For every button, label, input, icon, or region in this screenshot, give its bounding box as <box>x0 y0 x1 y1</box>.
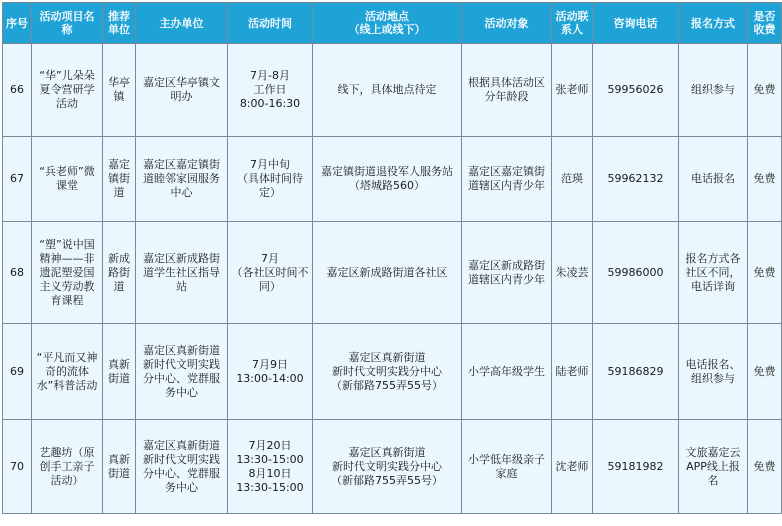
cell-name: “平凡而又神奇的流体水”科普活动 <box>32 324 103 420</box>
cell-location: 线下，具体地点待定 <box>313 44 462 137</box>
cell-host: 嘉定区真新街道新时代文明实践分中心、党群服务中心 <box>136 420 228 514</box>
cell-signup: 电话报名 <box>679 137 748 222</box>
header-host: 主办单位 <box>136 3 228 44</box>
cell-no: 69 <box>3 324 32 420</box>
header-fee: 是否收费 <box>748 3 782 44</box>
header-audience: 活动对象 <box>462 3 552 44</box>
table-row <box>3 222 782 324</box>
cell-fee: 免费 <box>748 222 782 324</box>
cell-signup: 文旅嘉定云APP线上报名 <box>679 420 748 514</box>
cell-phone: 59986000 <box>593 222 679 324</box>
cell-host: 嘉定区嘉定镇街道睦邻家园服务中心 <box>136 137 228 222</box>
cell-time: 7月中旬 （具体时间待定） <box>228 137 313 222</box>
cell-location: 嘉定区新成路街道各社区 <box>313 222 462 324</box>
cell-recommend: 华亭镇 <box>103 44 136 137</box>
cell-audience: 小学低年级亲子家庭 <box>462 420 552 514</box>
cell-recommend: 真新街道 <box>103 324 136 420</box>
table-row <box>3 137 782 222</box>
cell-time: 7月20日 13:30-15:00 8月10日 13:30-15:00 <box>228 420 313 514</box>
cell-fee: 免费 <box>748 137 782 222</box>
cell-contact: 朱凌芸 <box>552 222 593 324</box>
cell-host: 嘉定区真新街道新时代文明实践分中心、党群服务中心 <box>136 324 228 420</box>
header-location: 活动地点 （线上或线下） <box>313 3 462 44</box>
cell-audience: 嘉定区嘉定镇街道辖区内青少年 <box>462 137 552 222</box>
cell-time: 7月9日 13:00-14:00 <box>228 324 313 420</box>
cell-time: 7月-8月 工作日 8:00-16:30 <box>228 44 313 137</box>
cell-phone: 59181982 <box>593 420 679 514</box>
cell-location: 嘉定镇街道退役军人服务站（塔城路560） <box>313 137 462 222</box>
cell-contact: 沈老师 <box>552 420 593 514</box>
header-phone: 咨询电话 <box>593 3 679 44</box>
cell-contact: 张老师 <box>552 44 593 137</box>
cell-phone: 59962132 <box>593 137 679 222</box>
cell-signup: 电话报名、组织参与 <box>679 324 748 420</box>
cell-audience: 小学高年级学生 <box>462 324 552 420</box>
table-row <box>3 44 782 137</box>
cell-name: “塑”说中国精神——非遗泥塑爱国主义劳动教育课程 <box>32 222 103 324</box>
cell-location: 嘉定区真新街道 新时代文明实践分中心 （新郁路755弄55号） <box>313 324 462 420</box>
cell-contact: 陆老师 <box>552 324 593 420</box>
cell-recommend: 嘉定镇街道 <box>103 137 136 222</box>
table-header-row <box>3 3 782 44</box>
cell-audience: 嘉定区新成路街道辖区内青少年 <box>462 222 552 324</box>
cell-no: 67 <box>3 137 32 222</box>
cell-signup: 报名方式各社区不同，电话详询 <box>679 222 748 324</box>
header-signup: 报名方式 <box>679 3 748 44</box>
cell-contact: 范瑛 <box>552 137 593 222</box>
cell-recommend: 真新街道 <box>103 420 136 514</box>
cell-no: 66 <box>3 44 32 137</box>
table-row <box>3 324 782 420</box>
cell-phone: 59186829 <box>593 324 679 420</box>
cell-name: 艺趣坊（原创手工亲子活动） <box>32 420 103 514</box>
header-name: 活动项目名称 <box>32 3 103 44</box>
cell-time: 7月 （各社区时间不同） <box>228 222 313 324</box>
cell-fee: 免费 <box>748 324 782 420</box>
header-contact: 活动联系人 <box>552 3 593 44</box>
cell-location: 嘉定区真新街道 新时代文明实践分中心 （新郁路755弄55号） <box>313 420 462 514</box>
cell-fee: 免费 <box>748 44 782 137</box>
header-time: 活动时间 <box>228 3 313 44</box>
cell-phone: 59956026 <box>593 44 679 137</box>
cell-no: 68 <box>3 222 32 324</box>
cell-name: “兵老师”微课堂 <box>32 137 103 222</box>
cell-recommend: 新成路街道 <box>103 222 136 324</box>
table-row <box>3 420 782 514</box>
activity-table <box>2 2 782 514</box>
cell-host: 嘉定区华亭镇文明办 <box>136 44 228 137</box>
cell-no: 70 <box>3 420 32 514</box>
cell-audience: 根据具体活动区分年龄段 <box>462 44 552 137</box>
header-recommend: 推荐单位 <box>103 3 136 44</box>
header-no: 序号 <box>3 3 32 44</box>
cell-host: 嘉定区新成路街道学生社区指导站 <box>136 222 228 324</box>
cell-fee: 免费 <box>748 420 782 514</box>
cell-signup: 组织参与 <box>679 44 748 137</box>
cell-name: “华”儿朵朵夏令营研学活动 <box>32 44 103 137</box>
